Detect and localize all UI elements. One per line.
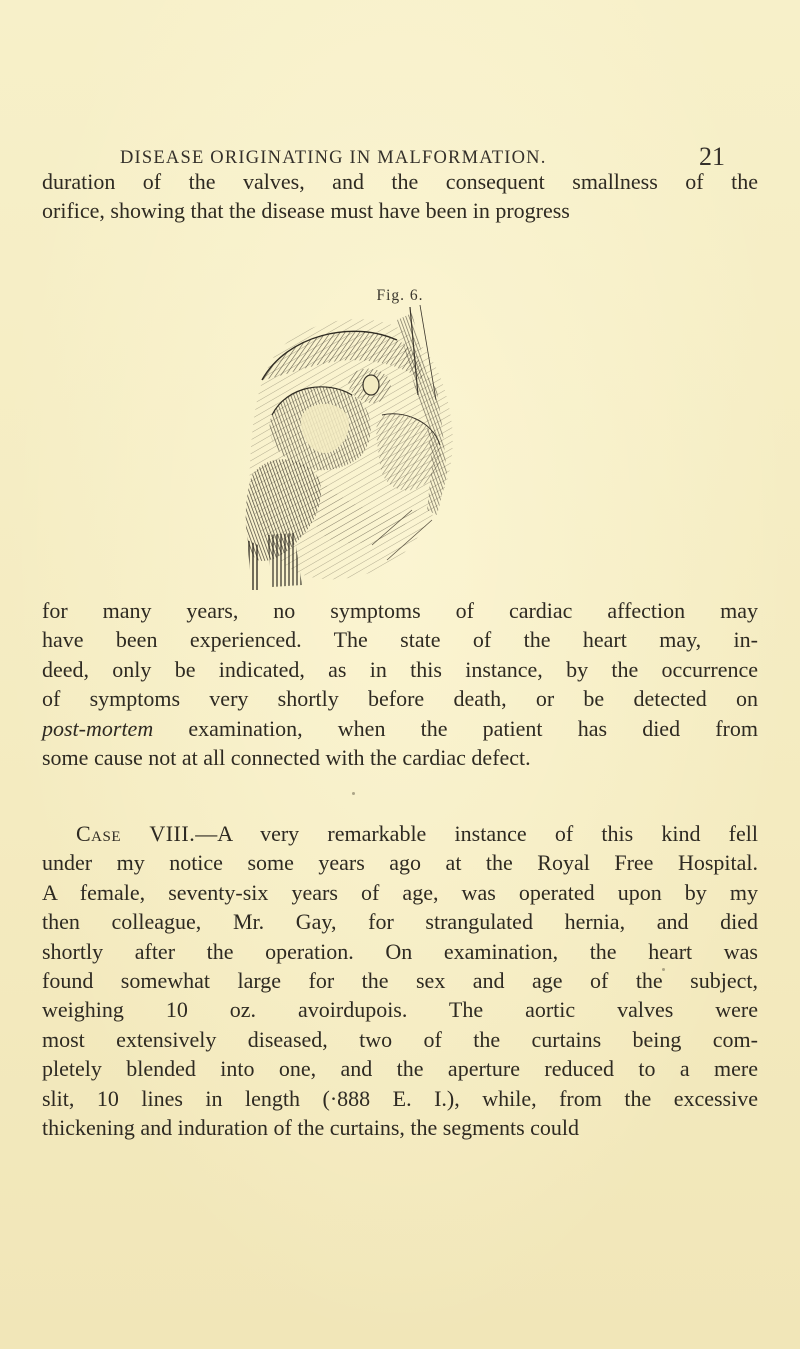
text-line: A female, seventy-six years of age, was operated upon by my bbox=[42, 879, 758, 905]
paragraph-middle bbox=[42, 596, 758, 772]
paragraph-case bbox=[42, 819, 758, 1142]
text-line bbox=[42, 714, 758, 743]
text-run: examination, when the patient has died from bbox=[153, 715, 758, 741]
text-line: most extensively diseased, two of the curtains being com- bbox=[42, 1026, 758, 1052]
text-line: thickening and induration of the curtains, the segments could bbox=[42, 1115, 580, 1141]
text-line: for many years, no symptoms of cardiac affection may bbox=[42, 598, 758, 623]
text-line: deed, only be indicated, as in this instance, by the occurrence bbox=[42, 656, 758, 682]
text-line: pletely blended into one, and the aperture reduced to a mere bbox=[42, 1056, 758, 1082]
text-line: some cause not at all connected with the cardiac defect. bbox=[42, 745, 531, 771]
text-line bbox=[42, 819, 758, 848]
case-label: Case VIII. bbox=[76, 821, 196, 846]
text-line: under my notice some years ago at the Royal Free Hospital. bbox=[42, 850, 758, 876]
text-line: duration of the valves, and the consequent smallness of the bbox=[42, 169, 758, 194]
figure-caption: Fig. 6. bbox=[376, 287, 424, 304]
text-line: orifice, showing that the disease must have been in progress bbox=[42, 198, 570, 224]
text-line: shortly after the operation. On examination, the heart was bbox=[42, 938, 758, 964]
heart-valve-illustration bbox=[232, 305, 472, 590]
text-line: of symptoms very shortly before death, or be detected on bbox=[42, 686, 758, 712]
text-line: have been experienced. The state of the heart may, in- bbox=[42, 627, 758, 653]
text-line: found somewhat large for the sex and age of the subject, bbox=[42, 968, 758, 994]
running-title: DISEASE ORIGINATING IN MALFORMATION. bbox=[120, 148, 547, 168]
text-run: —A very remarkable instance of this kind fell bbox=[195, 821, 758, 846]
text-line: slit, 10 lines in length (·888 E. I.), while, from the excessive bbox=[42, 1085, 758, 1111]
text-line: then colleague, Mr. Gay, for strangulated hernia, and died bbox=[42, 909, 758, 935]
italic-term: post-mortem bbox=[42, 715, 154, 741]
text-line: weighing 10 oz. avoirdupois. The aortic valves were bbox=[42, 997, 758, 1023]
page-number: 21 bbox=[699, 142, 725, 171]
paper-speck bbox=[352, 792, 355, 795]
paragraph-top bbox=[42, 167, 758, 226]
